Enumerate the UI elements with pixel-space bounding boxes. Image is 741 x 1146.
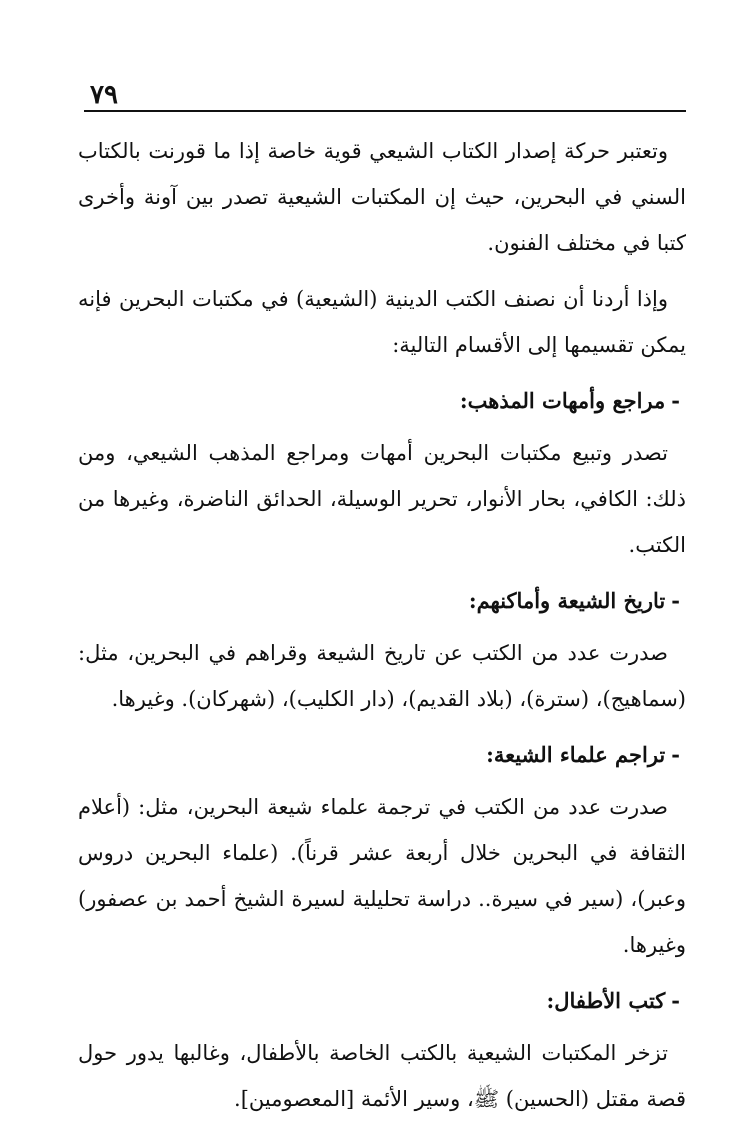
section-heading-references (78, 378, 686, 424)
heading-text: كتب الأطفال: (546, 988, 666, 1013)
header-rule (84, 110, 686, 112)
body-text (78, 128, 686, 1122)
heading-text: تاريخ الشيعة وأماكنهم: (468, 588, 666, 613)
heading-dash: - (671, 588, 680, 613)
section-heading-scholars (78, 732, 686, 778)
paragraph-references: تصدر وتبيع مكتبات البحرين أمهات ومراجع المذهب الشيعي، ومن ذلك: الكافي، بحار الأنوار، تحرير الوسيلة، الحدائق الناضرة، وغيرها من الكتب. (78, 441, 686, 557)
heading-text: مراجع وأمهات المذهب: (459, 388, 666, 413)
paragraph-history: صدرت عدد من الكتب عن تاريخ الشيعة وقراهم في البحرين، مثل: (سماهيج)، (سترة)، (بلاد القديم)، (دار الكليب)، (شهركان). وغيرها. (78, 641, 686, 711)
paragraph-classification: وإذا أردنا أن نصنف الكتب الدينية (الشيعية) في مكتبات البحرين فإنه يمكن تقسيمها إلى الأقسام التالية: (78, 287, 686, 357)
paragraph-scholars: صدرت عدد من الكتب في ترجمة علماء شيعة البحرين، مثل: (أعلام الثقافة في البحرين خلال أربعة عشر قرناً). (علماء البحرين دروس وعبر)، (سير في سيرة.. دراسة تحليلية لسيرة الشيخ أحمد بن عصفور) وغيرها. (78, 795, 686, 957)
section-heading-history (78, 578, 686, 624)
page-number: ٧٩ (90, 80, 118, 110)
heading-dash: - (671, 742, 680, 767)
paragraph-intro: وتعتبر حركة إصدار الكتاب الشيعي قوية خاصة إذا ما قورنت بالكتاب السني في البحرين، حيث إن المكتبات الشيعية تصدر بين آونة وأخرى كتبا في مختلف الفنون. (78, 139, 686, 255)
paragraph-children: تزخر المكتبات الشيعية بالكتب الخاصة بالأطفال، وغالبها يدور حول قصة مقتل (الحسين) ﷺ، وسير الأئمة [المعصومين]. (78, 1041, 686, 1111)
heading-dash: - (671, 988, 680, 1013)
heading-text: تراجم علماء الشيعة: (486, 742, 666, 767)
section-heading-children (78, 978, 686, 1024)
heading-dash: - (671, 388, 680, 413)
